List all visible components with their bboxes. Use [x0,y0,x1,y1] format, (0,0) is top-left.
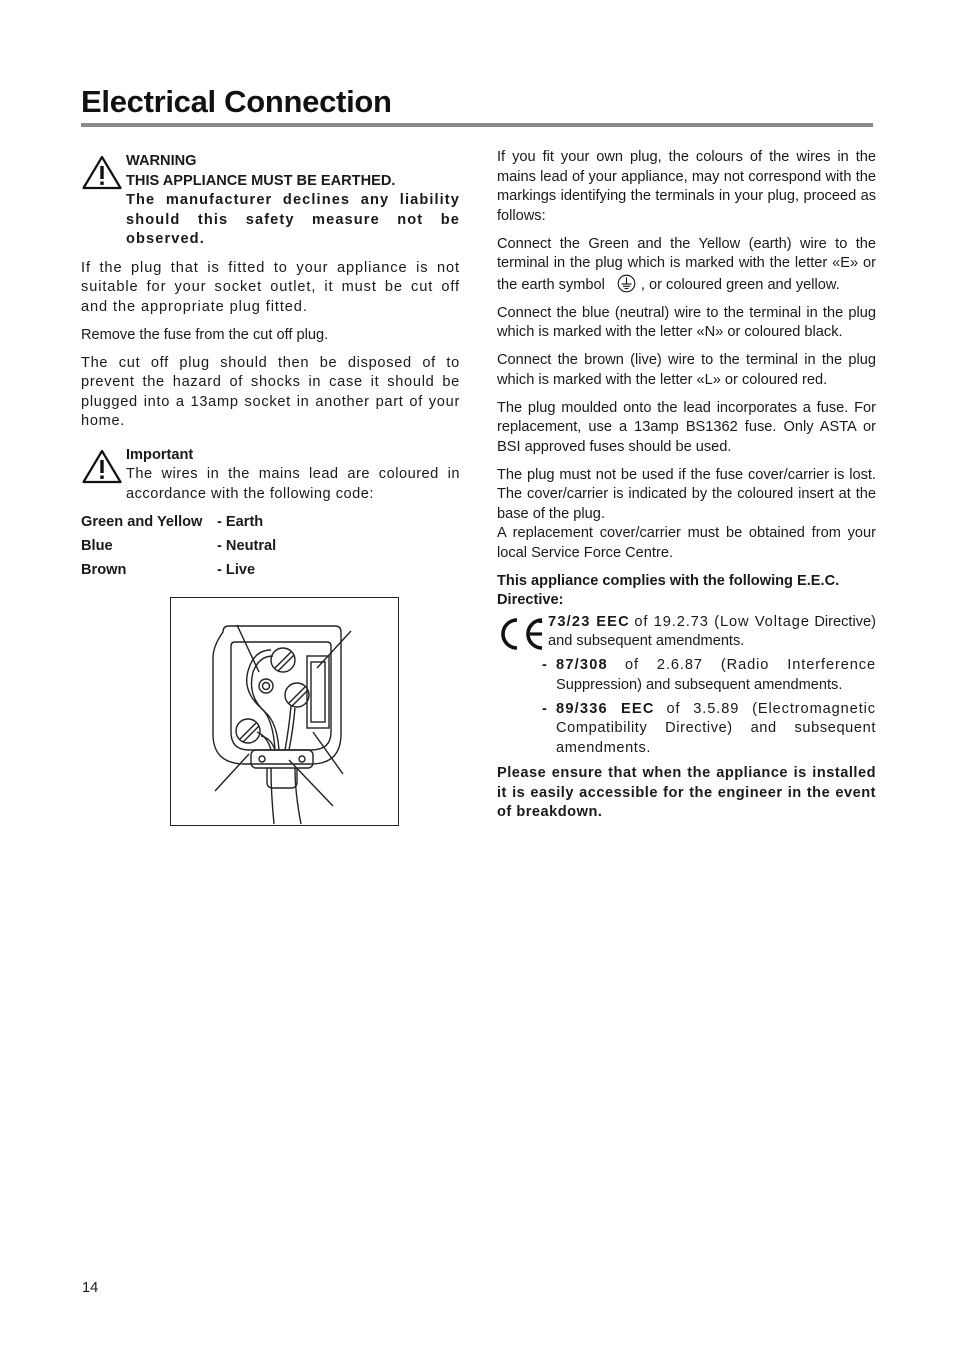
wire-meaning: - Earth [217,514,264,530]
important-heading: Important [126,446,194,463]
para-fuse: The plug moulded onto the lead incorporates a fuse. For replacement, use a 13amp BS1362 fuse. Only ASTA or BSI approved fuses should be used. [497,399,876,455]
directive-item: - 89/336 EEC of 3.5.89 (Electromagnetic Compatibility Directive) and subsequent amendments. [542,700,876,756]
warning-line-liability: The manufacturer declines any liability should this safety measure not be observed. [126,192,460,247]
eec-heading: This appliance complies with the following E.E.C. Directive: [497,572,840,608]
wire-colour-table [81,513,276,585]
earth-text-a: Connect the Green and the Yellow (earth) wire to the terminal in the plug which is marked with the letter «E» or the earth symbol [497,235,876,293]
directive-item: - 87/308 of 2.6.87 (Radio Interference Suppression) and subsequent amendments. [542,657,876,693]
directive-item: - 73/23 EEC of 19.2.73 (Low Voltage Directive) and subsequent amendments. [538,613,876,649]
eec-directives [497,613,876,759]
title-rule [81,123,873,127]
warning-triangle-icon [82,449,122,484]
earth-symbol-icon [617,274,636,293]
wire-meaning: - Live [217,562,256,578]
right-column [497,148,876,831]
para-neutral-wire: Connect the blue (neutral) wire to the terminal in the plug which is marked with the letter «N» or coloured black. [497,304,876,340]
directive-rest: of 3.5.89 (Electromagnetic [666,700,876,717]
accessibility-note: Please ensure that when the appliance is installed it is easily accessible for the engineer in the event of breakdown. [497,765,876,820]
directive-code: 73/23 EEC [548,613,630,630]
directive-rest-2: Suppression) and subsequent amendments. [556,676,843,693]
wire-row-live [81,561,276,585]
warning-line-earthed: THIS APPLIANCE MUST BE EARTHED. [126,172,396,189]
directive-rest: of 2.6.87 (Radio Interference [624,657,876,673]
plug-wiring-diagram [170,597,399,826]
warning-heading: WARNING [126,153,197,169]
page-title: Electrical Connection [81,84,392,119]
directive-rest-2: Compatibility Directive) and subsequent amendments. [556,720,876,756]
para-plug-not-suitable: If the plug that is fitted to your appliance is not suitable for your socket outlet, it must be cut off and the appropriate plug fitted. [81,259,460,315]
para-remove-fuse: Remove the fuse from the cut off plug. [81,326,329,343]
para-replacement-cover: A replacement cover/carrier must be obtained from your local Service Force Centre. [497,525,876,561]
wire-meaning: - Neutral [217,538,277,554]
para-earth-wire [497,235,876,296]
plug-diagram-svg [171,598,398,825]
warning-block [81,152,460,250]
important-block [81,446,460,505]
para-live-wire: Connect the brown (live) wire to the terminal in the plug which is marked with the letter «L» or coloured red. [497,352,876,388]
important-text: The wires in the mains lead are coloured in accordance with the following code: [126,466,460,502]
wire-name: Brown [81,562,127,578]
left-column [81,152,460,826]
para-dispose-plug: The cut off plug should then be disposed of to prevent the hazard of shocks in case it should be plugged into a 13amp socket in another part of your home. [81,354,460,429]
page-number: 14 [82,1280,99,1296]
directive-code: 87/308 [556,657,608,673]
wire-name: Blue [81,538,113,554]
wire-row-earth [81,513,276,537]
directive-rest: of 19.2.73 (Low Voltage [634,613,810,630]
wire-name: Green and Yellow [81,514,203,530]
warning-triangle-icon [82,155,122,190]
para-cover-carrier: The plug must not be used if the fuse cover/carrier is lost. The cover/carrier is indicated by the coloured insert at the base of the plug. [497,466,876,522]
directive-code: 89/336 EEC [556,700,655,717]
directive-rest-2: Directive) and subsequent amendments. [548,613,876,649]
para-fit-own-plug: If you fit your own plug, the colours of the wires in the mains lead of your appliance, may not correspond with the markings identifying the terminals in your plug, proceed as follows: [497,149,876,224]
earth-text-b: , or coloured green and yellow. [640,276,840,293]
wire-row-neutral [81,537,276,561]
